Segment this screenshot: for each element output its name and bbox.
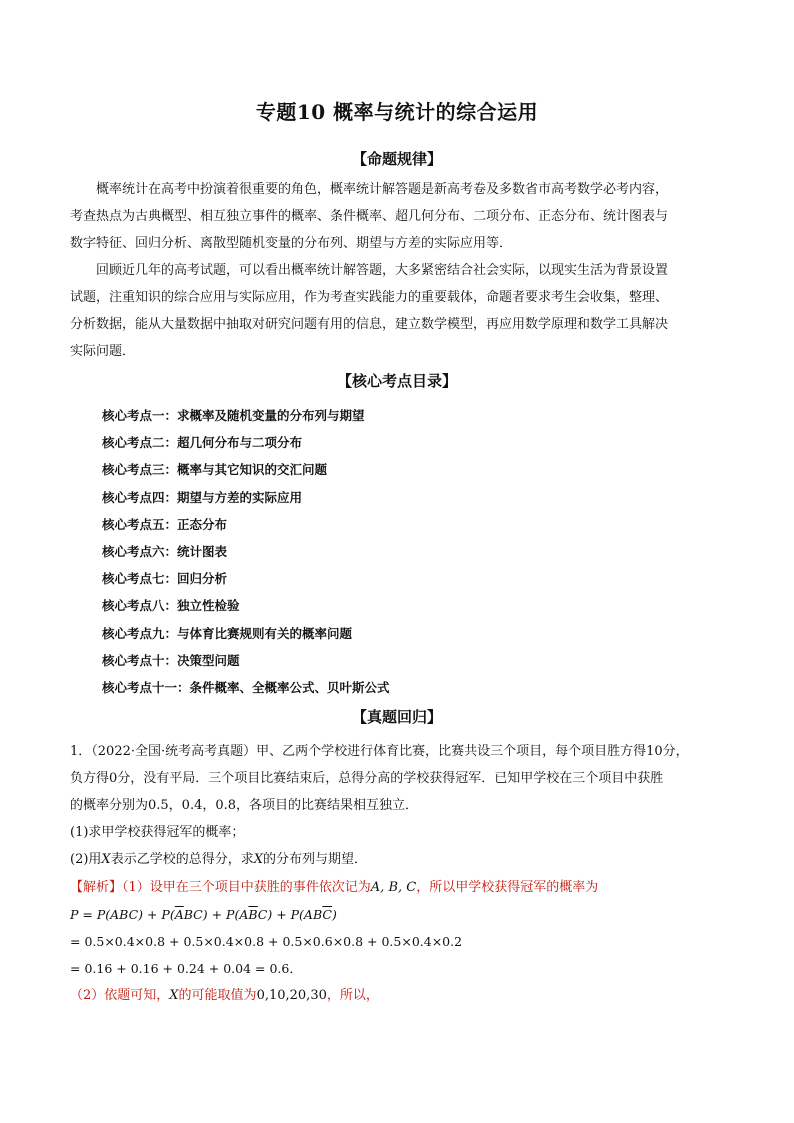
- toc-item-label: 核心考点十一：: [102, 679, 190, 695]
- toc-item-text: 统计图表: [177, 543, 228, 559]
- text-line: 考查热点为古典概型、相互独立事件的概率、条件概率、超几何分布、二项分布、正态分布、统计图表与: [70, 209, 669, 224]
- toc-item: [102, 647, 390, 674]
- question-1: (1)求甲学校获得冠军的概率；: [70, 825, 245, 840]
- text-fragment: （2）依题可知，: [70, 988, 170, 1003]
- toc-item-text: 决策型问题: [177, 652, 240, 668]
- toc-item-text: 独立性检验: [177, 598, 240, 614]
- text-line: 负方得0分，没有平局．三个项目比赛结束后，总得分高的学校获得冠军．已知甲学校在三个项目中获胜: [70, 771, 664, 786]
- toc-item-label: 核心考点三：: [102, 462, 178, 478]
- value-set: 0,10,20,30: [256, 988, 327, 1003]
- text-line: 回顾近几年的高考试题，可以看出概率统计解答题，大多紧密结合社会实际，以现实生活为背景设置: [96, 263, 669, 278]
- core-topics-list: [102, 402, 390, 701]
- text-line: 分析数据，能从大量数据中抽取对研究问题有用的信息，建立数学模型，再应用数学原理和数学工具解决: [70, 317, 669, 332]
- toc-item-text: 期望与方差的实际应用: [177, 489, 303, 505]
- toc-item: [102, 592, 390, 619]
- text-line: 的概率分别为0.5，0.4，0.8，各项目的比赛结果相互独立．: [70, 798, 419, 813]
- toc-item-label: 核心考点九：: [102, 625, 178, 641]
- toc-item-text: 正态分布: [177, 516, 228, 532]
- toc-item-text: 回归分析: [177, 571, 228, 587]
- toc-item: [102, 620, 390, 647]
- toc-item: [102, 402, 390, 429]
- toc-item-label: 核心考点八：: [102, 598, 178, 614]
- page-title: 专题10 概率与统计的综合运用: [255, 100, 539, 124]
- toc-item-label: 核心考点十：: [102, 652, 178, 668]
- event-names: A, B, C: [370, 880, 417, 895]
- equation-terms: $(ABC) + P(\overline{A}BC) + P(A\overline{B}C) + P(AB\overline{C})$: [105, 907, 337, 922]
- toc-item-label: 核心考点七：: [102, 571, 178, 587]
- text-fragment: ，所以甲学校获得冠军的概率为: [416, 880, 599, 895]
- question-2: [70, 846, 750, 873]
- toc-item-text: 求概率及随机变量的分布列与期望: [177, 408, 365, 423]
- equation-line-3: = 0.16 + 0.16 + 0.24 + 0.04 = 0.6．: [70, 961, 302, 976]
- text-fragment: （1）设甲在三个项目中获胜的事件依次记为: [122, 880, 371, 895]
- text-line: 1．（2022·全国·统考高考真题）甲、乙两个学校进行体育比赛，比赛共设三个项目，每个项目胜方得10分，: [70, 744, 689, 759]
- toc-item-label: 核心考点五：: [102, 516, 178, 532]
- toc-item-text: 概率与其它知识的交汇问题: [177, 462, 328, 478]
- rules-paragraph-2: [70, 257, 730, 365]
- section-heading-toc: 【核心考点目录】: [336, 372, 457, 390]
- solution-step-1: [70, 874, 750, 901]
- toc-item-label: 核心考点一：: [102, 408, 178, 423]
- text-line: 概率统计在高考中扮演着很重要的角色，概率统计解答题是新高考卷及多数省市高考数学必考内容，: [96, 182, 669, 197]
- equation-lhs: P = P: [70, 907, 106, 922]
- variable: X: [101, 852, 111, 867]
- variable: X: [169, 988, 179, 1003]
- toc-item: [102, 674, 390, 701]
- toc-item-text: 与体育比赛规则有关的概率问题: [177, 625, 353, 641]
- text-line: 实际问题．: [70, 344, 136, 359]
- toc-item: [102, 456, 390, 483]
- problem-statement: [70, 738, 750, 873]
- equation-line-2: = 0.5×0.4×0.8 + 0.5×0.4×0.8 + 0.5×0.6×0.8 + 0.5×0.4×0.2: [70, 934, 463, 949]
- toc-item-label: 核心考点六：: [102, 543, 178, 559]
- variable: X: [253, 852, 263, 867]
- solution-block: [70, 874, 750, 1009]
- toc-item: [102, 484, 390, 511]
- toc-item: [102, 538, 390, 565]
- text-fragment: (2)用: [70, 852, 102, 867]
- text-fragment: 表示乙学校的总得分，求: [110, 852, 254, 867]
- rules-paragraph-1: [70, 176, 730, 257]
- section-heading-rules: 【命题规律】: [351, 150, 442, 168]
- text-line: 试题，注重知识的综合应用与实际应用，作为考查实践能力的重要载体，命题者要求考生会收集，整理、: [70, 290, 669, 305]
- toc-item-text: 条件概率、全概率公式、贝叶斯公式: [189, 679, 390, 695]
- text-fragment: ，所以，: [326, 988, 379, 1003]
- toc-item-label: 核心考点四：: [102, 489, 178, 505]
- toc-item: [102, 565, 390, 592]
- solution-tag: 【解析】: [70, 880, 123, 895]
- toc-item-label: 核心考点二：: [102, 435, 178, 451]
- text-line: 数字特征、回归分析、离散型随机变量的分布列、期望与方差的实际应用等．: [70, 236, 513, 251]
- toc-item-text: 超几何分布与二项分布: [177, 435, 303, 451]
- toc-item: [102, 429, 390, 456]
- equation-line-1: [70, 901, 750, 928]
- toc-item: [102, 511, 390, 538]
- section-heading-real-exams: 【真题回归】: [351, 708, 442, 726]
- text-fragment: 的分布列与期望．: [262, 852, 367, 867]
- text-fragment: 的可能取值为: [178, 988, 257, 1003]
- solution-step-2: [70, 982, 750, 1009]
